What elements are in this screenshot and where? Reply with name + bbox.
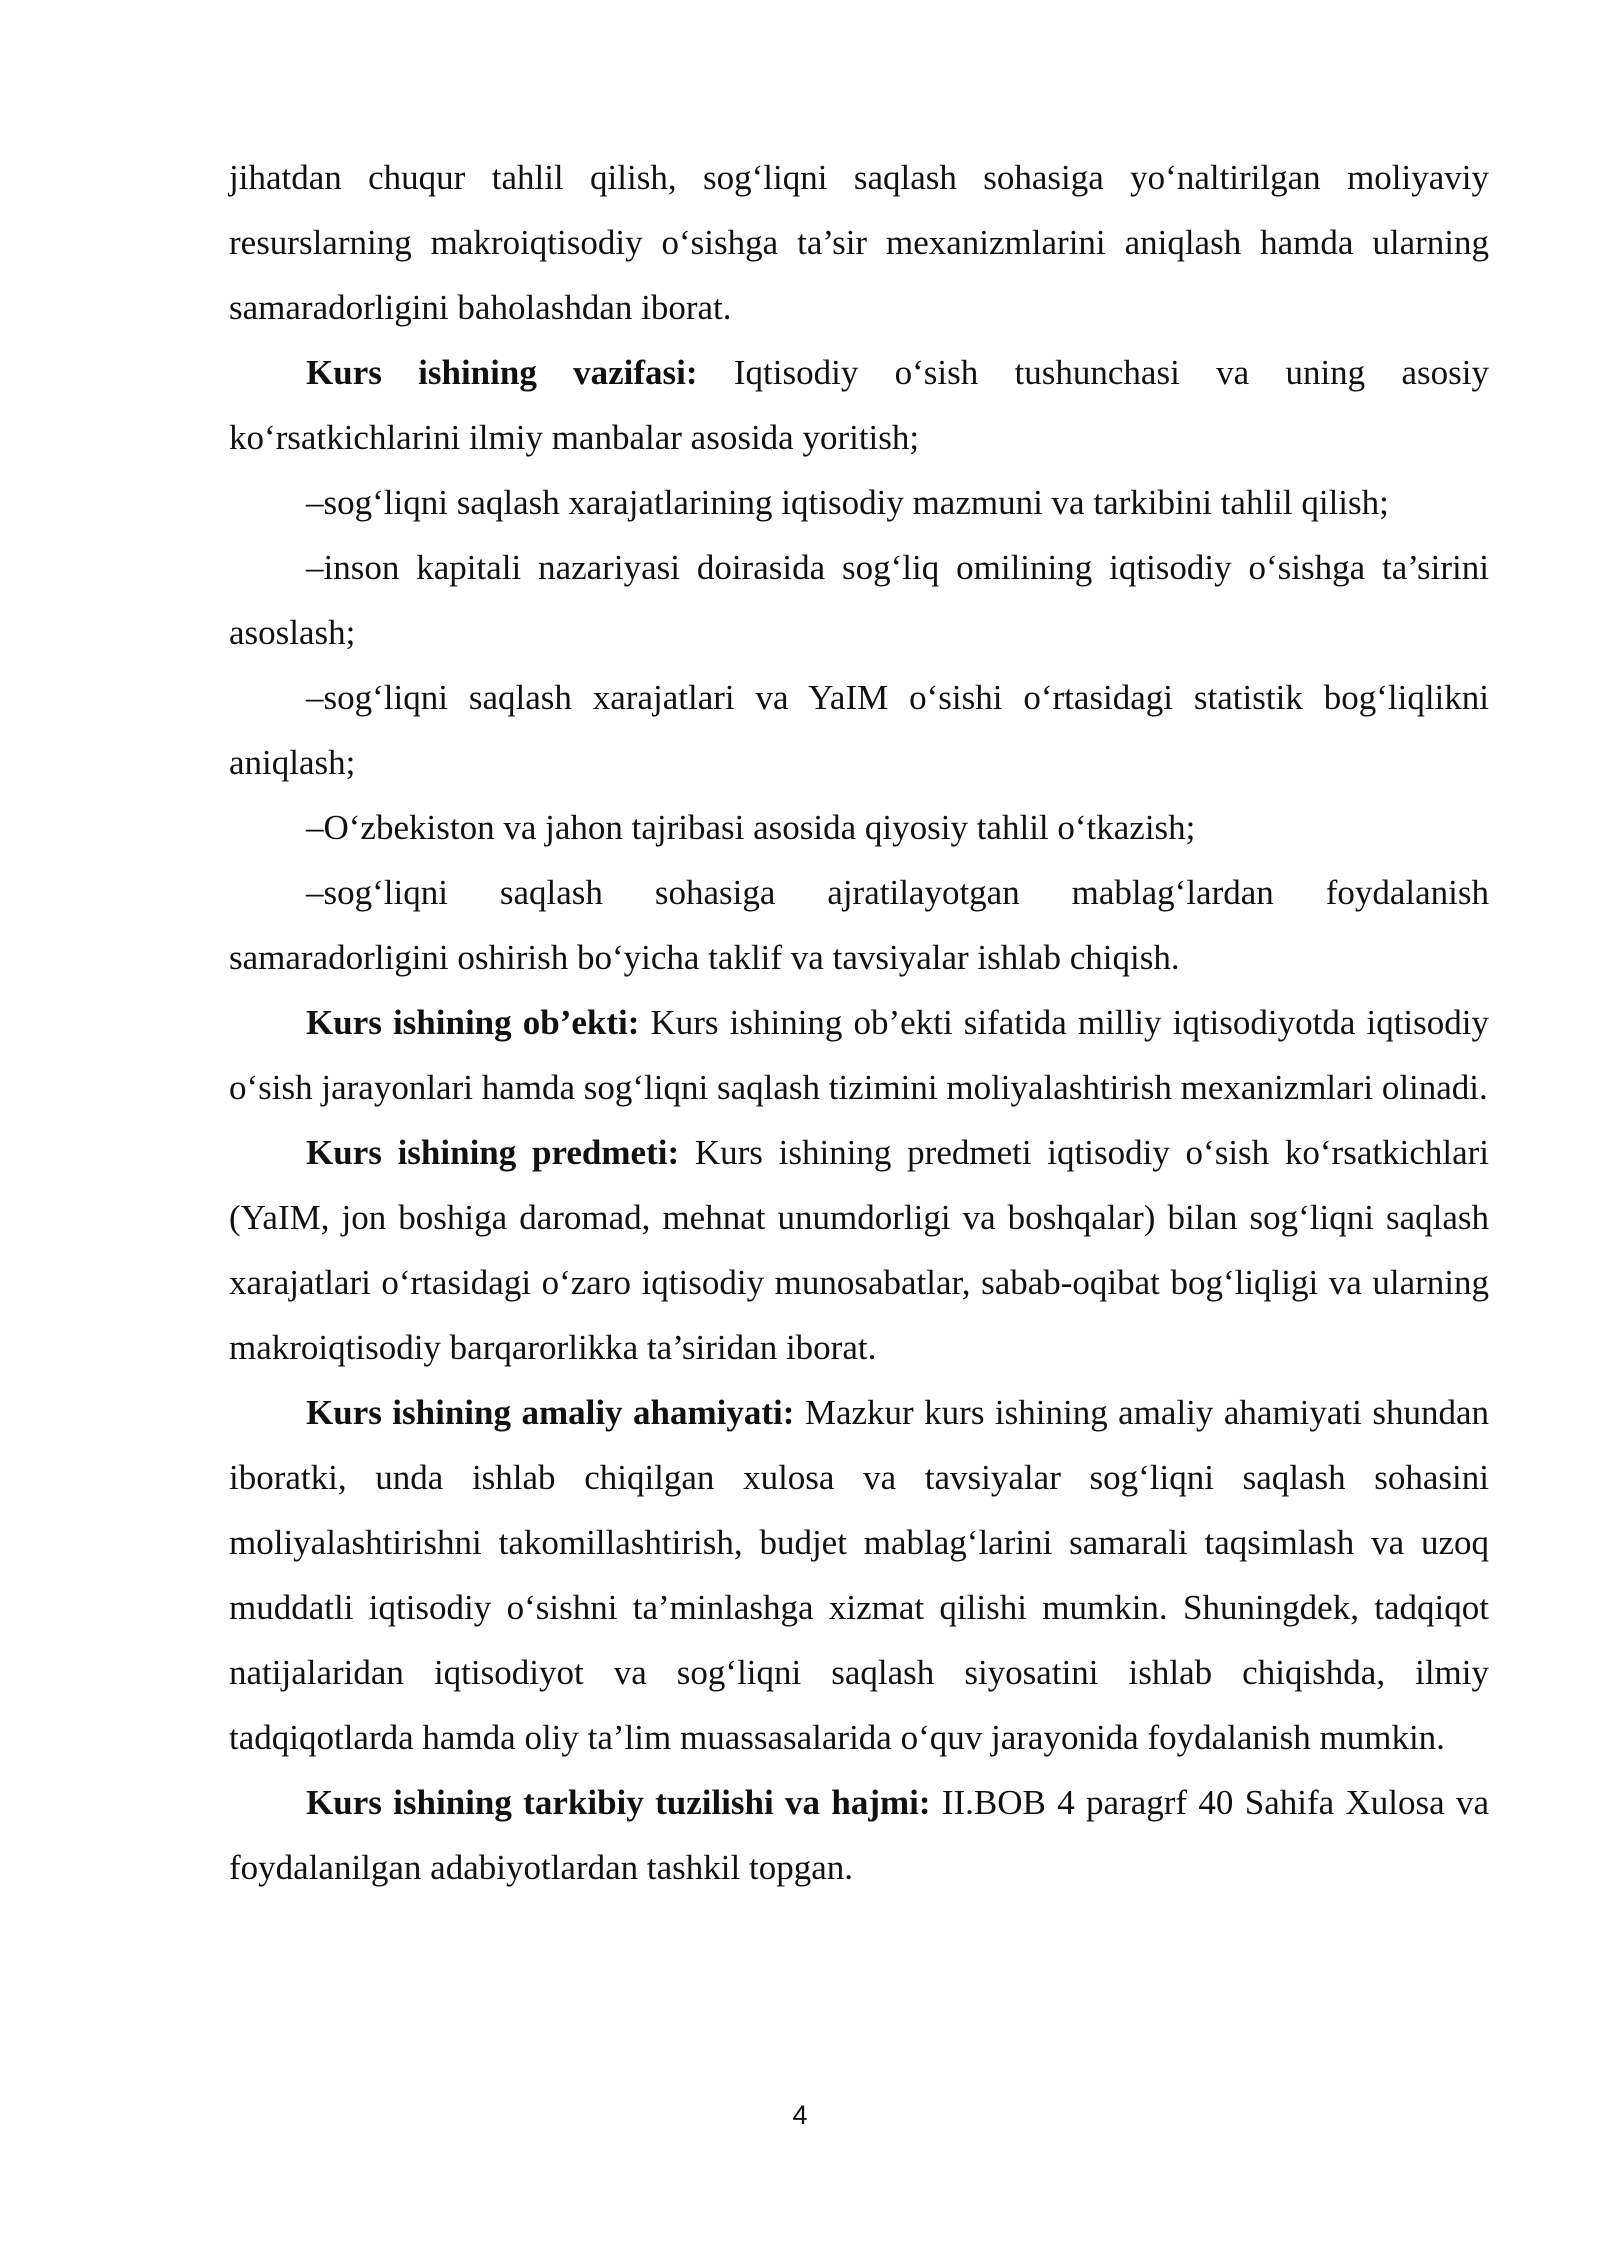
paragraph-text: Iqtisodiy o‘sish tushunchasi va uning asosiy ko‘rsatkichlarini ilmiy manbalar asosida yoritish; — [229, 353, 1489, 457]
document-body — [229, 145, 1489, 1900]
task-item — [229, 860, 1489, 990]
paragraph-text: –O‘zbekiston va jahon tajribasi asosida qiyosiy tahlil o‘tkazish; — [306, 808, 1196, 847]
paragraph-text: Kurs ishining ob’ekti sifatida milliy iqtisodiyotda iqtisodiy o‘sish jarayonlari hamda sog‘liqni saqlash tizimini moliyalashtirish mexanizmlari olinadi. — [229, 1003, 1489, 1107]
paragraph-structure — [229, 1770, 1489, 1900]
paragraph-heading: Kurs ishining vazifasi: — [306, 353, 698, 392]
paragraph-subject — [229, 1120, 1489, 1380]
paragraph-heading: Kurs ishining amaliy ahamiyati: — [306, 1393, 795, 1432]
paragraph-text: –inson kapitali nazariyasi doirasida sog‘liq omilining iqtisodiy o‘sishga ta’sirini asoslash; — [229, 548, 1489, 652]
task-item — [229, 665, 1489, 795]
task-item — [229, 470, 1489, 535]
paragraph-heading: Kurs ishining predmeti: — [306, 1133, 680, 1172]
task-item — [229, 535, 1489, 665]
paragraph-continuation — [229, 145, 1489, 340]
task-item — [229, 795, 1489, 860]
paragraph-text: –sog‘liqni saqlash xarajatlarining iqtisodiy mazmuni va tarkibini tahlil qilish; — [306, 483, 1389, 522]
paragraph-text: jihatdan chuqur tahlil qilish, sog‘liqni saqlash sohasiga yo‘naltirilgan moliyaviy resurslarning makroiqtisodiy o‘sishga ta’sir mexanizmlarini aniqlash hamda ularning samaradorligini baholashdan iborat. — [229, 158, 1489, 327]
paragraph-object — [229, 990, 1489, 1120]
page-number: 4 — [792, 2100, 808, 2130]
paragraph-text: –sog‘liqni saqlash xarajatlari va YaIM o‘sishi o‘rtasidagi statistik bog‘liqlikni aniqlash; — [229, 678, 1489, 782]
paragraph-heading: Kurs ishining tarkibiy tuzilishi va hajmi: — [306, 1783, 931, 1822]
paragraph-text: II.BOB 4 paragrf 40 Sahifa Xulosa va foydalanilgan adabiyotlardan tashkil topgan. — [229, 1783, 1489, 1887]
paragraph-tasks — [229, 340, 1489, 470]
paragraph-text: Kurs ishining predmeti iqtisodiy o‘sish ko‘rsatkichlari (YaIM, jon boshiga daromad, mehnat unumdorligi va boshqalar) bilan sog‘liqni saqlash xarajatlari o‘rtasidagi o‘zaro iqtisodiy munosabatlar, sabab-oqibat bog‘liqligi va ularning makroiqtisodiy barqarorlikka ta’siridan iborat. — [229, 1133, 1489, 1367]
paragraph-heading: Kurs ishining ob’ekti: — [306, 1003, 640, 1042]
paragraph-text: Mazkur kurs ishining amaliy ahamiyati shundan iboratki, unda ishlab chiqilgan xulosa va tavsiyalar sog‘liqni saqlash sohasini moliyalashtirishni takomillashtirish, budjet mablag‘larini samarali taqsimlash va uzoq muddatli iqtisodiy o‘sishni ta’minlashga xizmat qilishi mumkin. Shuningdek, tadqiqot natijalaridan iqtisodiyot va sog‘liqni saqlash siyosatini ishlab chiqishda, ilmiy tadqiqotlarda hamda oliy ta’lim muassasalarida o‘quv jarayonida foydalanish mumkin. — [229, 1393, 1489, 1757]
paragraph-significance — [229, 1380, 1489, 1770]
paragraph-text: –sog‘liqni saqlash sohasiga ajratilayotgan mablag‘lardan foydalanish samaradorligini oshirish bo‘yicha taklif va tavsiyalar ishlab chiqish. — [229, 873, 1489, 977]
